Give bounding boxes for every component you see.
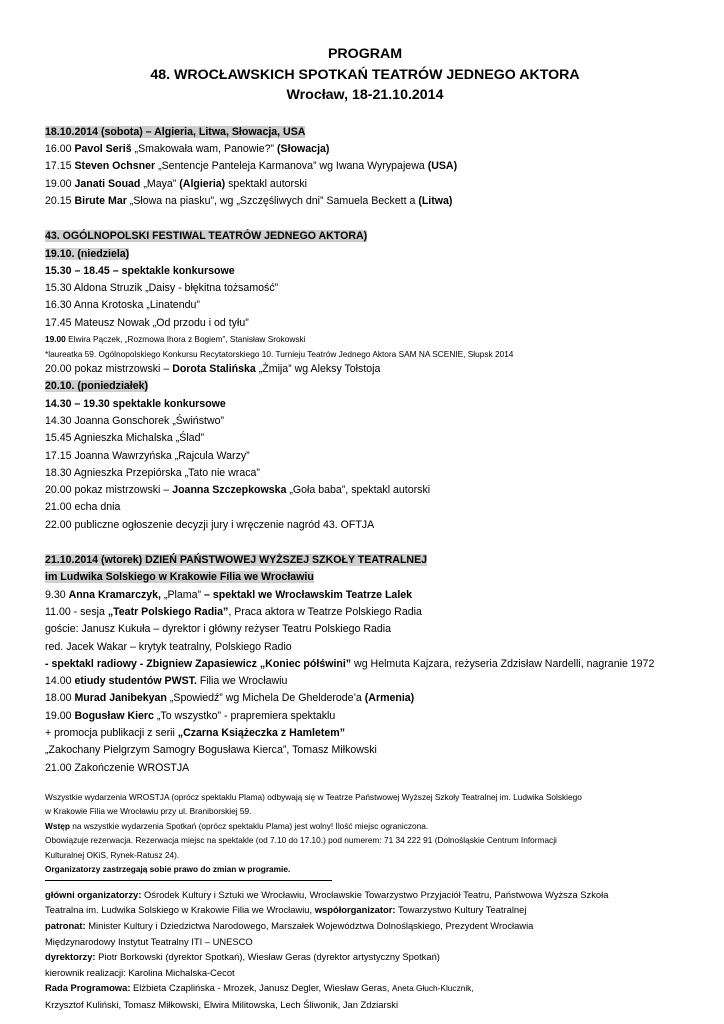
credits-line: patronat: Minister Kultury i Dziedzictwa Narodowego, Marszałek Województwa Dolnośląskiego, Prezydent Wrocławia [45, 920, 534, 932]
venue-note: w Krakowie Filia we Wrocławiu przy ul. Braniborskiej 59. [45, 806, 252, 817]
competition-block: 14.30 – 19.30 spektakle konkursowe [45, 397, 226, 410]
entry-note: Wstęp na wszystkie wydarzenia Spotkań (oprócz spektaklu Plama) jest wolny! Ilość miejsc ograniczona. [45, 820, 429, 831]
pwst-subheading: im Ludwika Solskiego w Krakowie Filia we Wrocławiu [45, 571, 314, 584]
venue-note: Wszystkie wydarzenia WROSTJA (oprócz spektaklu Plama) odbywają się w Teatrze Państwowej Wyższej Szkoły Teatralnej im. Ludwika Solskiego [45, 791, 582, 802]
reservation-note: Kulturalnej OKiS, Rynek-Ratusz 24). [45, 849, 180, 860]
festival-title: 48. WROCŁAWSKICH SPOTKAŃ TEATRÓW JEDNEGO AKTORA [150, 66, 580, 83]
day1-heading: 18.10.2014 (sobota) – Algieria, Litwa, Słowacja, USA [45, 125, 306, 138]
day1-event: 20.15 Birute Mar „Słowa na piasku”, wg „Szczęśliwych dni” Samuela Beckett a (Litwa) [45, 194, 453, 207]
program-item: 21.00 Zakończenie WROSTJA [45, 761, 190, 774]
reservation-note: Obowiązuje rezerwacja. Rezerwacja miejsc na spektakle (od 7.10 do 17.10.) pod numerem: 71 34 222 91 (Dolnośląskie Centrum Informacji [45, 835, 557, 846]
day3-heading: 20.10. (poniedziałek) [45, 380, 149, 393]
program-item: 17.15 Joanna Wawrzyńska „Rajcula Warzy” [45, 449, 250, 462]
program-item: 21.00 echa dnia [45, 501, 121, 514]
day1-event: 16.00 Pavol Seriš „Smakowała wam, Panowie?” (Słowacja) [45, 143, 330, 156]
program-document [45, 44, 685, 1013]
program-item: 15.30 Aldona Struzik „Daisy - błękitna tożsamość” [45, 282, 279, 295]
program-item: 16.30 Anna Krotoska „Linatendu” [45, 299, 200, 312]
festival-dates: Wrocław, 18-21.10.2014 [286, 87, 444, 104]
program-item: red. Jacek Wakar – krytyk teatralny, Polskiego Radio [45, 640, 292, 653]
day1-event: 19.00 Janati Souad „Maya” (Algieria) spektakl autorski [45, 177, 308, 190]
program-item: - spektakl radiowy - Zbigniew Zapasiewicz „Koniec półświni” wg Helmuta Kajzara, reżyseria Zdzisław Nardelli, nagranie 1972 [45, 657, 655, 670]
program-item: 19.00 Bogusław Kierc „To wszystko” - prapremiera spektaklu [45, 709, 336, 722]
program-title: PROGRAM [327, 46, 403, 62]
festival-heading: 43. OGÓLNOPOLSKI FESTIWAL TEATRÓW JEDNEGO AKTORA) [45, 230, 368, 243]
program-item: 9.30 Anna Kramarczyk, „Plama” – spektakl we Wrocławskim Teatrze Lalek [45, 588, 413, 601]
program-item: 19.00 Elwira Pączek, „Rozmowa Ihora z Bogiem”, Stanisław Srokowski [45, 334, 306, 345]
credits-line: kierownik realizacji: Karolina Michalska-Cecot [45, 966, 235, 978]
credits-line: Krzysztof Kuliński, Tomasz Miłkowski, Elwira Militowska, Lech Śliwonik, Jan Zdziarski [45, 999, 399, 1011]
program-item: + promocja publikacji z serii „Czarna Książeczka z Hamletem” [45, 726, 346, 739]
competition-block: 15.30 – 18.45 – spektakle konkursowe [45, 264, 235, 277]
program-item: 14.30 Joanna Gonschorek „Świństwo” [45, 414, 225, 427]
program-item: 18.30 Agnieszka Przepiórska „Tato nie wraca” [45, 466, 260, 479]
credits-line: Teatralna im. Ludwika Solskiego w Krakowie Filia we Wrocławiu, współorganizator: Towarzystwo Kultury Teatralnej [45, 904, 527, 916]
program-item: „Zakochany Pielgrzym Samogry Bogusława Kierca”, Tomasz Miłkowski [45, 744, 377, 757]
program-item: 14.00 etiudy studentów PWST. Filia we Wrocławiu [45, 675, 288, 688]
program-item: 22.00 publiczne ogłoszenie decyzji jury i wręczenie nagród 43. OFTJA [45, 518, 375, 531]
program-item: 11.00 - sesja „Teatr Polskiego Radia”, Praca aktora w Teatrze Polskiego Radia [45, 605, 422, 618]
program-item: 18.00 Murad Janibekyan „Spowiedź” wg Michela De Ghelderode’a (Armenia) [45, 692, 415, 705]
program-item: 17.45 Mateusz Nowak „Od przodu i od tyłu” [45, 316, 249, 329]
program-item: 15.45 Agnieszka Michalska „Ślad” [45, 432, 204, 445]
changes-note: Organizatorzy zastrzegają sobie prawo do zmian w programie. [45, 864, 291, 875]
program-item: 20.00 pokaz mistrzowski – Dorota Stalińska „Żmija” wg Aleksy Tołstoja [45, 363, 381, 376]
day2-heading: 19.10. (niedziela) [45, 247, 130, 260]
laureate-note: *laureatka 59. Ogólnopolskiego Konkursu Recytatorskiego 10. Turnieju Teatrów Jednego Aktora SAM NA SCENIE, Słupsk 2014 [45, 348, 514, 359]
credits-line: główni organizatorzy: Ośrodek Kultury i Sztuki we Wrocławiu, Wrocławskie Towarzystwo Przyjaciół Teatru, Państwowa Wyższa Szkoła [45, 888, 609, 900]
credits-line: dyrektorzy: Piotr Borkowski (dyrektor Spotkań), Wiesław Geras (dyrektor artystyczny Spotkań) [45, 951, 440, 963]
credits-line: Rada Programowa: Elżbieta Czaplińska - Mrozek, Janusz Degler, Wiesław Geras, Aneta Głuch-Klucznik, [45, 982, 474, 994]
day1-event: 17.15 Steven Ochsner „Sentencje Panteleja Karmanova” wg Iwana Wyrypajewa (USA) [45, 160, 458, 173]
program-item: goście: Janusz Kukuła – dyrektor i główny reżyser Teatru Polskiego Radia [45, 623, 392, 636]
credits-line: Międzynarodowy Instytut Teatralny ITI – UNESCO [45, 935, 253, 947]
divider [45, 880, 332, 881]
pwst-heading: 21.10.2014 (wtorek) DZIEŃ PAŃSTWOWEJ WYŻSZEJ SZKOŁY TEATRALNEJ [45, 554, 428, 567]
program-item: 20.00 pokaz mistrzowski – Joanna Szczepkowska „Goła baba”, spektakl autorski [45, 484, 431, 497]
